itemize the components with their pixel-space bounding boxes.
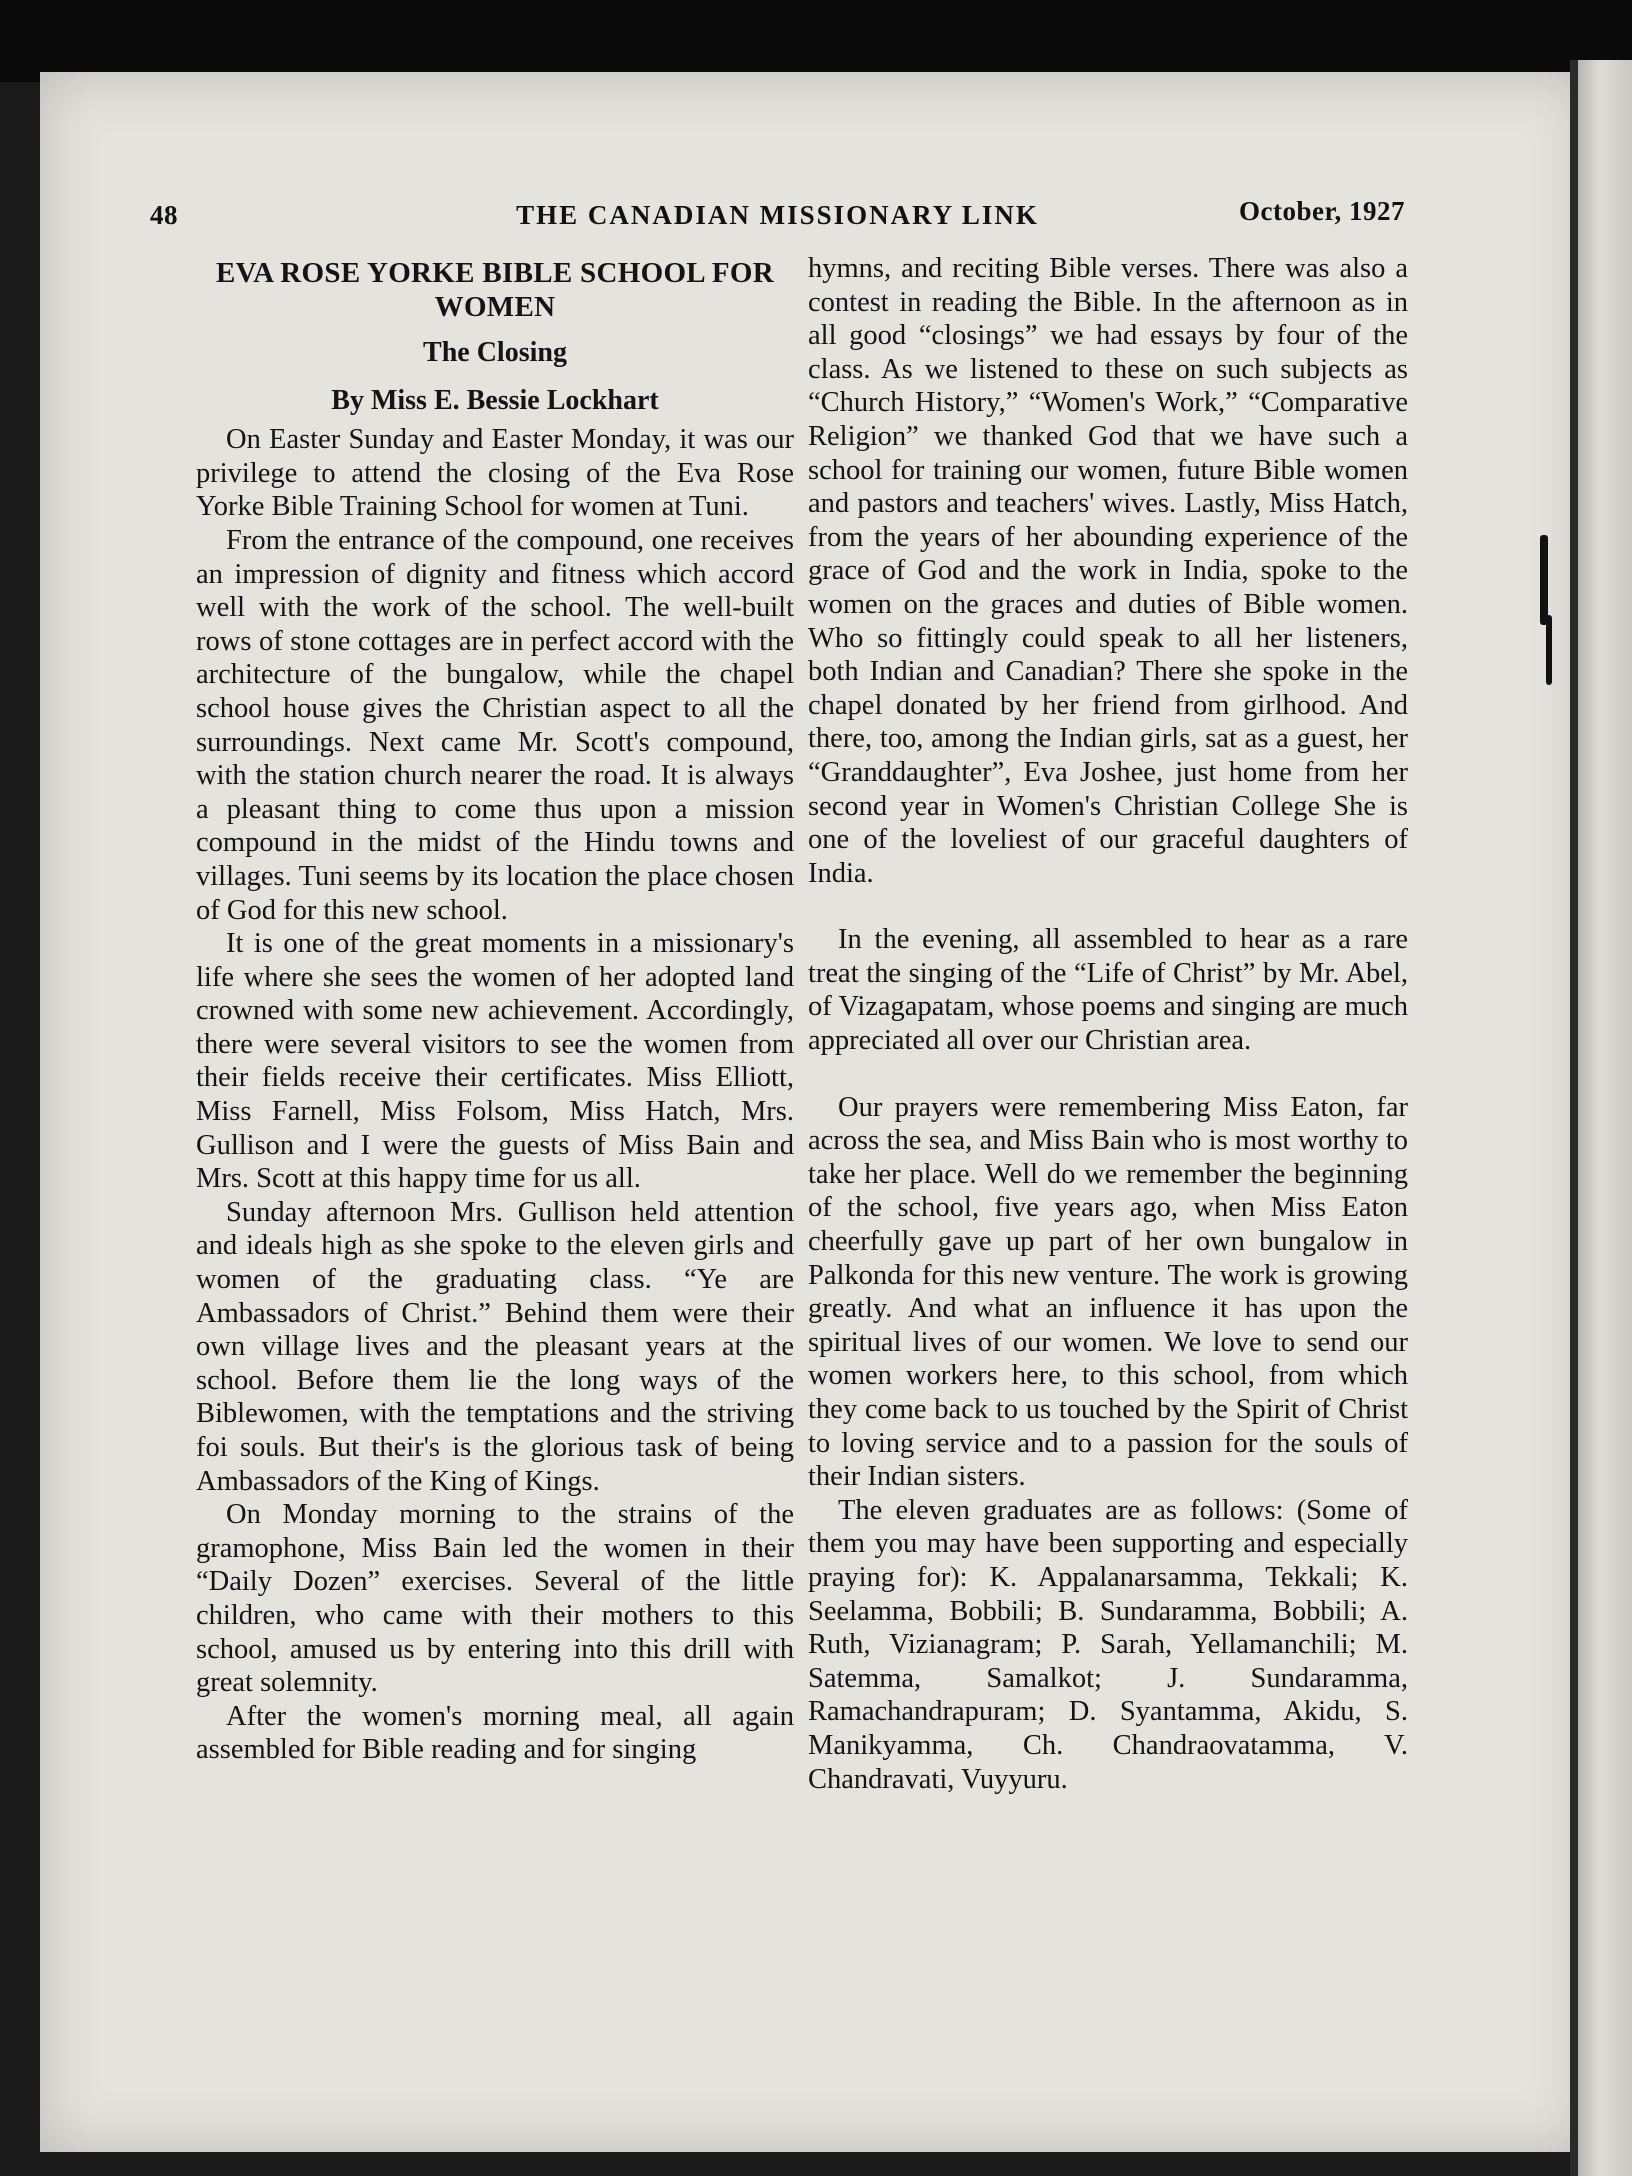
paragraph: In the evening, all assembled to hear as a rare treat the singing of the “Life of Christ” by Mr. Abel, of Vizagapatam, whose poems and singing are much appreciated all over our Christian area. [808, 924, 1408, 1057]
paragraph: On Easter Sunday and Easter Monday, it was our privilege to attend the closing of the Eva Rose Yorke Bible Training School for women at Tuni. [196, 424, 794, 523]
paragraph: Sunday afternoon Mrs. Gullison held attention and ideals high as she spoke to the eleven girls and women of the graduating class. “Ye are Ambassadors of Christ.” Behind them were their own village lives and the pleasant years at the school. Before them lie the long ways of the Biblewomen, with the temptations and the striving foi souls. But their's is the glorious task of being Ambassadors of the King of Kings. [196, 1196, 794, 1497]
article-subtitle: The Closing [423, 337, 567, 368]
paragraph: Our prayers were remembering Miss Eaton, far across the sea, and Miss Bain who is most worthy to take her place. Well do we remember the beginning of the school, five years ago, when Miss Eaton cheerfully gave up part of her own bungalow in Palkonda for this new venture. The work is growing greatly. And what an influence it has upon the spiritual lives of our women. We love to send our women workers here, to this school, from which they come back to us touched by the Spirit of Christ to loving service and to a passion for the souls of their Indian sisters. [808, 1091, 1408, 1493]
paragraph: On Monday morning to the strains of the gramophone, Miss Bain led the women in their “Daily Dozen” exercises. Several of the little children, who came with their mothers to this school, amused us by entering into this drill with great solemnity. [196, 1499, 794, 1699]
page-number: 48 [150, 200, 178, 230]
facing-page-strip [1578, 60, 1632, 2176]
issue-date: October, 1927 [1239, 196, 1405, 226]
right-column [808, 252, 1408, 1796]
paragraph: After the women's morning meal, all again assembled for Bible reading and for singing [196, 1700, 794, 1766]
scan-top-border [0, 0, 1632, 82]
paragraph: The eleven graduates are as follows: (Some of them you may have been supporting and especially praying for): K. Appalanarsamma, Tekkali; K. Seelamma, Bobbili; B. Sundaramma, Bobbili; A. Ruth, Vizianagram; P. Sarah, Yellamanchili; M. Satemma, Samalkot; J. Sundaramma, Ramachandrapuram; D. Syantamma, Akidu, S. Manikyamma, Ch. Chandraovatamma, V. Chandravati, Vuyyuru. [808, 1494, 1408, 1795]
article-byline: By Miss E. Bessie Lockhart [331, 384, 659, 416]
paragraph: It is one of the great moments in a missionary's life where she sees the women of her adopted land crowned with some new achievement. Accordingly, there were several visitors to see the women from their fields receive their certificates. Miss Elliott, Miss Farnell, Miss Folsom, Miss Hatch, Mrs. Gullison and I were the guests of Miss Bain and Mrs. Scott at this happy time for us all. [196, 928, 794, 1195]
page-edge-shadow [1570, 60, 1578, 2176]
paragraph: From the entrance of the compound, one receives an impression of dignity and fitness which accord well with the work of the school. The well-built rows of stone cottages are in perfect accord with the architecture of the bungalow, while the chapel school house gives the Christian aspect to all the surroundings. Next came Mr. Scott's compound, with the station church nearer the road. It is always a pleasant thing to come thus upon a mission compound in the midst of the Hindu towns and villages. Tuni seems by its location the place chosen of God for this new school. [196, 524, 794, 926]
paragraph: hymns, and reciting Bible verses. There was also a contest in reading the Bible. In the afternoon as in all good “closings” we had essays by four of the class. As we listened to these on such subjects as “Church History,” “Women's Work,” “Comparative Religion” we thanked God that we have such a school for training our women, future Bible women and pastors and teachers' wives. Lastly, Miss Hatch, from the years of her abounding experience of the grace of God and the work in India, spoke to the women on the graces and duties of Bible women. Who so fittingly could speak to all her listeners, both Indian and Canadian? There she spoke in the chapel donated by her friend from girlhood. And there, too, among the Indian girls, sat as a guest, her “Granddaughter”, Eva Joshee, just home from her second year in Women's Christian College She is one of the loveliest of our graceful daughters of India. [808, 253, 1408, 889]
binding-mark [1540, 535, 1548, 625]
binding-mark [1546, 615, 1552, 685]
left-column [196, 252, 794, 1767]
article-title: EVA ROSE YORKE BIBLE SCHOOL FOR WOMEN [215, 257, 775, 323]
publication-title: THE CANADIAN MISSIONARY LINK [516, 200, 1039, 230]
running-header [150, 196, 1405, 236]
